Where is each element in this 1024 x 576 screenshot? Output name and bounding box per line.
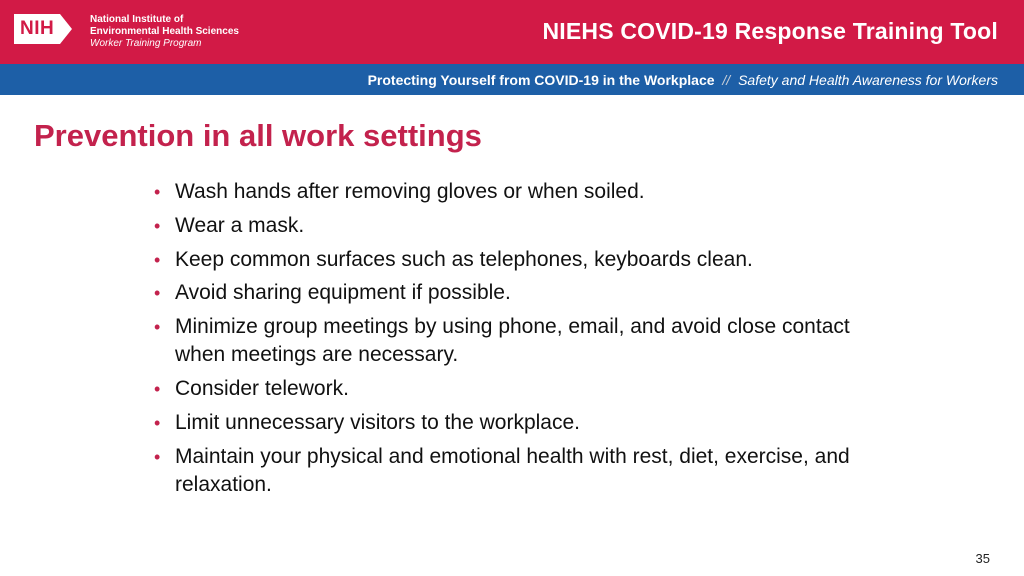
nih-logo (14, 12, 84, 46)
tool-title: NIEHS COVID-19 Response Training Tool (542, 18, 998, 44)
slide-title: Prevention in all work settings (34, 118, 482, 153)
subheader-main: Protecting Yourself from COVID-19 in the Workplace (367, 72, 715, 88)
bullet-icon: • (154, 378, 161, 399)
bullet-item (154, 279, 874, 307)
bullet-text: Maintain your physical and emotional health with rest, diet, exercise, and relaxation. (175, 444, 850, 496)
org-line-1: National Institute of (90, 14, 184, 25)
subheader-text (368, 72, 998, 88)
subheader-separator: // (722, 72, 731, 88)
organization-name (90, 14, 239, 50)
bullet-text: Minimize group meetings by using phone, email, and avoid close contact when meetings are necessary. (175, 315, 850, 367)
bullet-icon: • (154, 412, 161, 433)
bullet-text: Avoid sharing equipment if possible. (175, 281, 511, 305)
nih-logo-arrow-icon (60, 14, 72, 44)
bullet-item (154, 178, 874, 206)
bullet-item (154, 443, 874, 499)
bullet-icon: • (154, 249, 161, 270)
page-number: 35 (975, 551, 990, 566)
bullet-item (154, 212, 874, 240)
bullet-text: Keep common surfaces such as telephones, keyboards clean. (175, 247, 753, 271)
nih-logo-text: NIH (14, 14, 60, 44)
org-line-3: Worker Training Program (90, 38, 202, 49)
bullet-icon: • (154, 215, 161, 236)
bullet-text: Consider telework. (175, 376, 349, 400)
bullet-item (154, 409, 874, 437)
subheader-secondary: Safety and Health Awareness for Workers (738, 72, 998, 88)
bullet-icon: • (154, 283, 161, 304)
bullet-list (154, 178, 874, 504)
bullet-text: Wash hands after removing gloves or when soiled. (175, 180, 645, 203)
bullet-icon: • (154, 182, 161, 202)
bullet-icon: • (154, 317, 161, 338)
header-bar (0, 0, 1024, 64)
bullet-item (154, 246, 874, 274)
bullet-text: Wear a mask. (175, 213, 305, 237)
bullet-item (154, 375, 874, 403)
org-line-2: Environmental Health Sciences (90, 26, 239, 37)
subheader-bar (0, 64, 1024, 95)
bullet-item (154, 313, 874, 369)
bullet-icon: • (154, 446, 161, 467)
bullet-text: Limit unnecessary visitors to the workplace. (175, 410, 580, 434)
